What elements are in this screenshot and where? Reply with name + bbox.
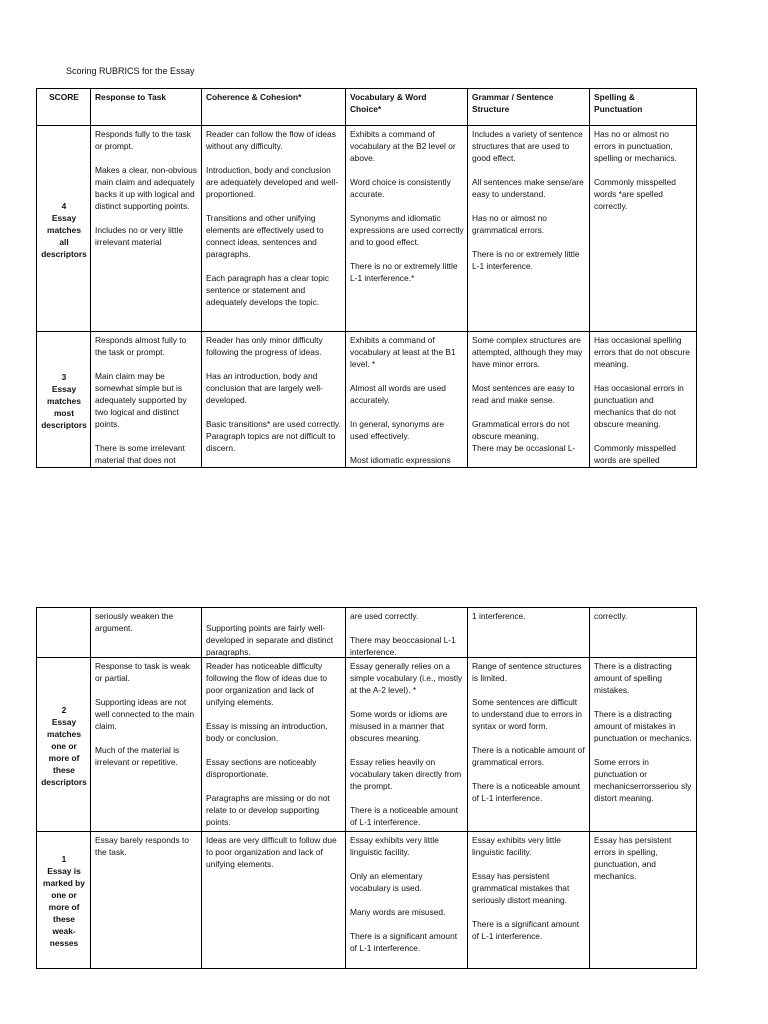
descriptor-text: Some sentences are difficult to understand due to errors in syntax or word form.	[472, 697, 582, 731]
descriptor-text: Only an elementary vocabulary is used.	[350, 871, 423, 893]
descriptor-text: There is a noticeable amount of L-1 interference.	[350, 805, 459, 827]
score-label: 4 Essay matches all descriptors	[41, 200, 87, 259]
rubric-cell	[590, 332, 697, 468]
descriptor-text: There is a distracting amount of mistakes in punctuation or mechanics.	[594, 709, 692, 743]
descriptor-text: Transitions and other unifying elements are effectively used to connect ideas, sentences and paragraphs.	[206, 213, 324, 259]
descriptor-text: Each paragraph has a clear topic sentence or statement and adequately develops the topic.	[206, 273, 329, 307]
table-row	[37, 332, 697, 468]
rubric-cell	[346, 832, 468, 969]
descriptor-text: seriously weaken the argument.	[95, 611, 174, 633]
descriptor-text: Essay sections are noticeably disproportionate.	[206, 757, 317, 779]
rubric-cell	[468, 832, 590, 969]
rubric-cell	[590, 658, 697, 832]
rubric-cell	[346, 126, 468, 332]
rubric-cell	[202, 832, 346, 969]
score-cell	[37, 608, 91, 658]
score-label: 2 Essay matches one or more of these descriptors	[41, 704, 87, 787]
descriptor-text: There is a significant amount of L-1 interference.	[472, 919, 580, 941]
descriptor-text: There is no or extremely little L-1 interference.	[472, 249, 580, 271]
descriptor-text: Much of the material is irrelevant or repetitive.	[95, 745, 180, 767]
descriptor-text: Most sentences are easy to read and make sense.	[472, 383, 575, 405]
header-row	[37, 89, 697, 126]
table-row	[37, 126, 697, 332]
score-cell	[37, 832, 91, 969]
descriptor-text: Has occasional errors in punctuation and mechanics that do not obscure meaning.	[594, 383, 684, 429]
descriptor-text: Many words are misused.	[350, 907, 446, 917]
rubric-cell	[590, 126, 697, 332]
score-label: 1 Essay is marked by one or more of these weak- nesses	[43, 854, 85, 948]
header-coherence-cohesion: Coherence & Cohesion*	[202, 89, 346, 126]
rubric-table-page-1	[36, 88, 697, 468]
descriptor-text: There may beoccasional L-1 interference.	[350, 635, 456, 656]
rubric-table-page-2	[36, 607, 697, 969]
descriptor-text: Reader can follow the flow of ideas without any difficulty.	[206, 129, 336, 151]
descriptor-text: There is some irrelevant material that does not	[95, 443, 185, 465]
descriptor-text: are used correctly.	[350, 611, 419, 621]
descriptor-text: Commonly misspelled words are spelled	[594, 443, 676, 465]
rubric-cell	[202, 126, 346, 332]
score-label: 3 Essay matches most descriptors	[41, 371, 87, 430]
descriptor-text: Responds fully to the task or prompt.	[95, 129, 191, 151]
descriptor-text: Grammatical errors do not obscure meaning. There may be occasional L-	[472, 419, 576, 453]
descriptor-text: Word choice is consistently accurate.	[350, 177, 451, 199]
descriptor-text: Almost all words are used accurately.	[350, 383, 446, 405]
descriptor-text: Synonyms and idiomatic expressions are used correctly and to good effect.	[350, 213, 464, 247]
descriptor-text: Reader has only minor difficulty following the progress of ideas.	[206, 335, 323, 357]
score-cell	[37, 332, 91, 468]
descriptor-text: All sentences make sense/are easy to understand.	[472, 177, 584, 199]
descriptor-text: Has an introduction, body and conclusion that are largely well-developed.	[206, 371, 323, 405]
rubric-cell	[91, 126, 202, 332]
descriptor-text: Essay barely responds to the task.	[95, 835, 190, 857]
descriptor-text: Responds almost fully to the task or prompt.	[95, 335, 187, 357]
descriptor-text: Essay is missing an introduction, body or conclusion.	[206, 721, 328, 743]
header-spelling-punctuation: Spelling & Punctuation	[590, 89, 697, 126]
descriptor-text: Has no or almost no errors in punctuation, spelling or mechanics.	[594, 129, 677, 163]
descriptor-text: Has no or almost no grammatical errors.	[472, 213, 547, 235]
descriptor-text: There is no or extremely little L-1 interference.*	[350, 261, 458, 283]
descriptor-text: Most idiomatic expressions	[350, 455, 451, 465]
descriptor-text: Main claim may be somewhat simple but is adequately supported by two logical and distinct points.	[95, 371, 187, 429]
descriptor-text: Ideas are very difficult to follow due to poor organization and lack of unifying elements.	[206, 835, 337, 869]
descriptor-text: Essay generally relies on a simple vocabulary (i.e., mostly at the A-2 level). *	[350, 661, 463, 695]
descriptor-text: Reader has noticeable difficulty following the flow of ideas due to poor organization and lack of unifying elements.	[206, 661, 328, 707]
descriptor-text: In general, synonyms are used effectively.	[350, 419, 445, 441]
descriptor-text: There is a noticeable amount of L-1 interference.	[472, 781, 581, 803]
rubric-cell	[468, 126, 590, 332]
rubric-cell	[202, 332, 346, 468]
rubric-cell	[202, 658, 346, 832]
descriptor-text: There is a noticable amount of grammatical errors.	[472, 745, 585, 767]
header-response-to-task: Response to Task	[91, 89, 202, 126]
score-cell	[37, 658, 91, 832]
descriptor-text: Essay has persistent grammatical mistakes that seriously distort meaning.	[472, 871, 570, 905]
descriptor-text: Range of sentence structures is limited.	[472, 661, 582, 683]
rubric-cell	[91, 658, 202, 832]
rubric-cell	[590, 608, 697, 658]
descriptor-text: Supporting ideas are not well connected to the main claim.	[95, 697, 195, 731]
descriptor-text: There is a significant amount of L-1 interference.	[350, 931, 458, 953]
descriptor-text: Exhibits a command of vocabulary at least at the B1 level. *	[350, 335, 456, 369]
descriptor-text: Paragraphs are missing or do not relate to or develop supporting points.	[206, 793, 330, 827]
descriptor-text: correctly.	[594, 611, 628, 621]
descriptor-text: Exhibits a command of vocabulary at the B2 level or above.	[350, 129, 456, 163]
descriptor-text: Essay has persistent errors in spelling, punctuation, and mechanics.	[594, 835, 672, 881]
rubric-cell	[91, 832, 202, 969]
header-score: SCORE	[37, 89, 91, 126]
descriptor-text: Some words or idioms are misused in a manner that obscures meaning.	[350, 709, 448, 743]
descriptor-text: Response to task is weak or partial.	[95, 661, 190, 683]
rubric-cell	[91, 332, 202, 468]
descriptor-text: Commonly misspelled words *are spelled correctly.	[594, 177, 676, 211]
descriptor-text: Some errors in punctuation or mechanicserrorsseriou sly distort meaning.	[594, 757, 692, 803]
rubric-cell	[346, 608, 468, 658]
rubric-cell	[346, 658, 468, 832]
rubric-cell	[91, 608, 202, 658]
rubric-cell	[346, 332, 468, 468]
descriptor-text: Makes a clear, non-obvious main claim and adequately backs it up with logical and distinct supporting points.	[95, 165, 197, 211]
table-row	[37, 608, 697, 658]
descriptor-text: There is a distracting amount of spelling mistakes.	[594, 661, 672, 695]
descriptor-text: Essay exhibits very little linguistic facility.	[350, 835, 439, 857]
table-row	[37, 658, 697, 832]
descriptor-text: Supporting points are fairly well-developed in separate and distinct paragraphs.	[206, 623, 334, 656]
descriptor-text: Includes a variety of sentence structures that are used to good effect.	[472, 129, 583, 163]
descriptor-text: Basic transitions* are used correctly. Paragraph topics are not difficult to discern.	[206, 419, 341, 453]
score-cell	[37, 126, 91, 332]
rubric-cell	[468, 658, 590, 832]
descriptor-text: Essay exhibits very little linguistic facility.	[472, 835, 561, 857]
descriptor-text: Includes no or very little irrelevant material	[95, 225, 183, 247]
descriptor-text: Has occasional spelling errors that do not obscure meaning.	[594, 335, 690, 369]
rubric-cell	[202, 608, 346, 658]
descriptor-text: Essay relies heavily on vocabulary taken directly from the prompt.	[350, 757, 462, 791]
descriptor-text: Introduction, body and conclusion are adequately developed and well-proportioned.	[206, 165, 339, 199]
header-grammar-sentence-structure: Grammar / Sentence Structure	[468, 89, 590, 126]
rubric-cell	[468, 608, 590, 658]
rubric-cell	[590, 832, 697, 969]
table-row	[37, 832, 697, 969]
rubric-cell	[468, 332, 590, 468]
descriptor-text: 1 interference.	[472, 611, 526, 621]
header-vocabulary-word-choice: Vocabulary & Word Choice*	[346, 89, 468, 126]
descriptor-text: Some complex structures are attempted, although they may have minor errors.	[472, 335, 583, 369]
document-title: Scoring RUBRICS for the Essay	[66, 66, 195, 76]
